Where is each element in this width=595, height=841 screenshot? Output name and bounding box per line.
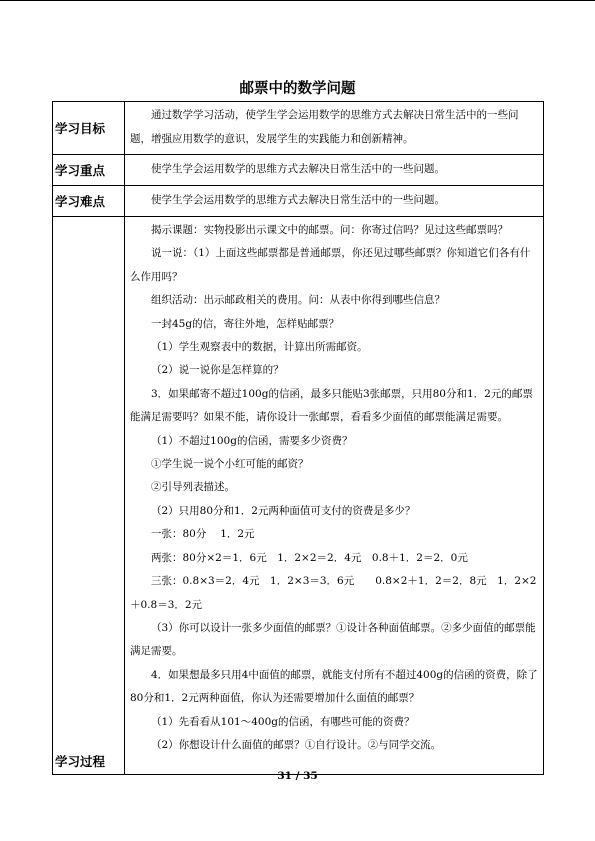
- lesson-plan-table: [52, 101, 544, 775]
- process-paragraph: 一封45g的信，寄往外地，怎样贴邮票？: [151, 317, 340, 330]
- label-difficulty: 学习难点: [53, 186, 125, 217]
- process-paragraph: 4．如果想最多只用4中面值的邮票，就能支付所有不超过400g的信函的资费，除了80分和1．2元两种面值，你认为还需要增加什么面值的邮票？: [130, 668, 538, 705]
- process-paragraph: 两张：80分×2＝1．6元 1．2×2＝2．4元 0.8＋1．2＝2．0元: [151, 551, 468, 564]
- label-key-point: 学习重点: [53, 155, 125, 186]
- difficulty-text: 使学生学会运用数学的思维方式去解决日常生活中的一些问题。: [151, 194, 445, 207]
- process-paragraph: 一张：80分 1．2元: [151, 528, 255, 541]
- process-paragraph: （1）学生观察表中的数据，计算出所需邮资。: [151, 341, 368, 354]
- row-learning-goal: [53, 102, 544, 155]
- process-paragraph: （3）你可以设计一张多少面值的邮票？①设计各种面值邮票。②多少面值的邮票能满足需要。: [130, 621, 536, 658]
- process-paragraph: ②引导列表描述。: [151, 481, 235, 494]
- row-learning-process: [53, 217, 544, 775]
- process-paragraph: （2）说一说你是怎样算的？: [151, 364, 284, 377]
- page-title: 邮票中的数学问题: [239, 81, 356, 97]
- page-number: 31 / 35: [277, 770, 318, 782]
- process-paragraph: （2）你想设计什么面值的邮票？①自行设计。②与同学交流。: [151, 738, 442, 751]
- content-learning-process: [125, 217, 544, 775]
- content-key-point: [125, 155, 544, 186]
- row-key-point: [53, 155, 544, 186]
- top-rule: [0, 0, 595, 1]
- content-difficulty: [125, 186, 544, 217]
- label-learning-process: 学习过程: [53, 217, 125, 775]
- process-paragraph: 三张：0.8×3＝2．4元 1．2×3＝3．6元 0.8×2＋1．2＝2．8元 1．2×2＋0.8＝3．2元: [130, 575, 537, 611]
- process-paragraph: 揭示课题：实物投影出示课文中的邮票。问：你寄过信吗？见过这些邮票吗？: [151, 224, 508, 236]
- process-paragraph: ①学生说一说个小红可能的邮资？: [151, 458, 309, 471]
- process-paragraph: 组织活动：出示邮政相关的费用。问：从表中你得到哪些信息？: [151, 294, 445, 307]
- goal-text: 通过数学学习活动，使学生学会运用数学的思维方式去解决日常生活中的一些问题，增强应用数学的意识，发展学生的实践能力和创新精神。: [130, 109, 519, 145]
- process-paragraph: （1）先看看从101～400g的信函，有哪些可能的资费？: [151, 715, 415, 728]
- process-paragraph: （1）不超过100g的信函，需要多少资费？: [151, 434, 353, 447]
- process-paragraph: （2）只用80分和1．2元两种面值可支付的资费是多少？: [151, 504, 416, 517]
- content-learning-goal: [125, 102, 544, 155]
- process-paragraph: 说一说：（1）上面这些邮票都是普通邮票，你还见过哪些邮票？你知道它们各有什么作用吗？: [130, 247, 531, 283]
- key-text: 使学生学会运用数学的思维方式去解决日常生活中的一些问题。: [151, 163, 445, 176]
- row-difficulty: [53, 186, 544, 217]
- process-paragraph: 3．如果邮寄不超过100g的信函，最多只能贴3张邮票，只用80分和1．2元的邮票能满足需要吗？如果不能，请你设计一张邮票，看看多少面值的邮票能满足需要。: [130, 387, 533, 424]
- label-learning-goal: 学习目标: [53, 102, 125, 155]
